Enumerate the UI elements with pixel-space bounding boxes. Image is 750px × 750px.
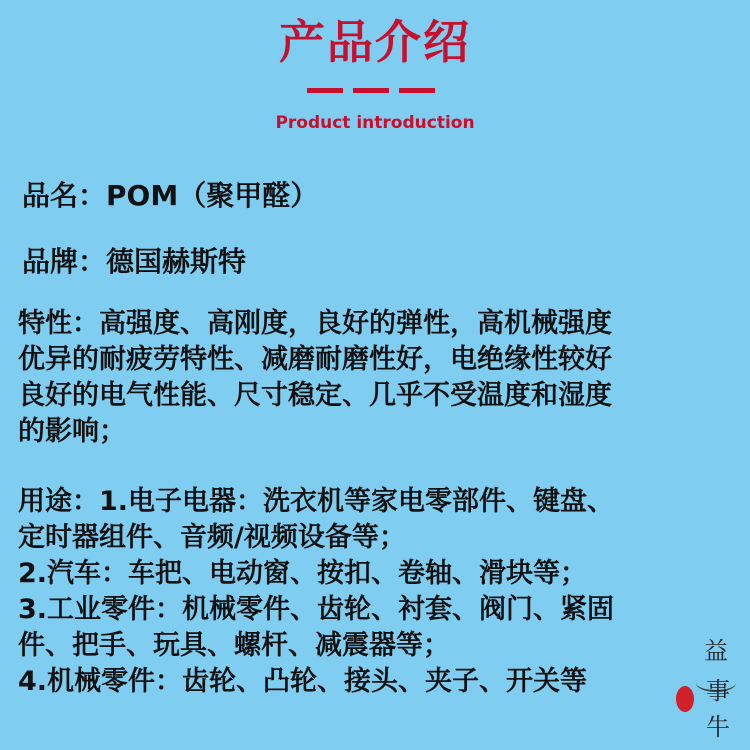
- product-name: 品名：POM（聚甲醛）: [22, 179, 319, 212]
- page-title: 产品介绍: [279, 15, 471, 69]
- uses-line: 3.工业零件：机械零件、齿轮、衬套、阀门、紧固: [18, 594, 615, 625]
- properties-block: [18, 306, 743, 450]
- divider-segment: [399, 88, 435, 93]
- watermark-char: 益: [704, 637, 728, 665]
- divider-segment: [353, 88, 389, 93]
- uses-line: 2.汽车：车把、电动窗、按扣、卷轴、滑块等；: [18, 558, 588, 589]
- title-divider: [307, 88, 435, 93]
- uses-line: 用途：1.电子电器：洗衣机等家电零部件、键盘、: [18, 486, 615, 517]
- red-seal-icon: [676, 686, 694, 712]
- watermark-char: 牛: [706, 713, 730, 741]
- properties-line: 良好的电气性能、尺寸稳定、几乎不受温度和湿度: [18, 380, 612, 411]
- uses-line: 定时器组件、音频/视频设备等；: [18, 522, 406, 553]
- uses-line: 件、把手、玩具、螺杆、减震器等；: [18, 630, 450, 661]
- divider-segment: [307, 88, 343, 93]
- watermark-stamp: [676, 634, 740, 744]
- uses-line: 4.机械零件：齿轮、凸轮、接头、夹子、开关等: [18, 666, 588, 697]
- properties-line: 特性：高强度、高刚度，良好的弹性，高机械强度: [18, 308, 612, 339]
- uses-block: [18, 484, 743, 700]
- product-brand: 品牌：德国赫斯特: [22, 245, 247, 278]
- properties-line: 的影响；: [18, 416, 126, 447]
- page-subtitle: Product introduction: [275, 113, 475, 133]
- properties-line: 优异的耐疲劳特性、减磨耐磨性好，电绝缘性较好: [18, 344, 612, 375]
- watermark-char: 事: [706, 677, 730, 705]
